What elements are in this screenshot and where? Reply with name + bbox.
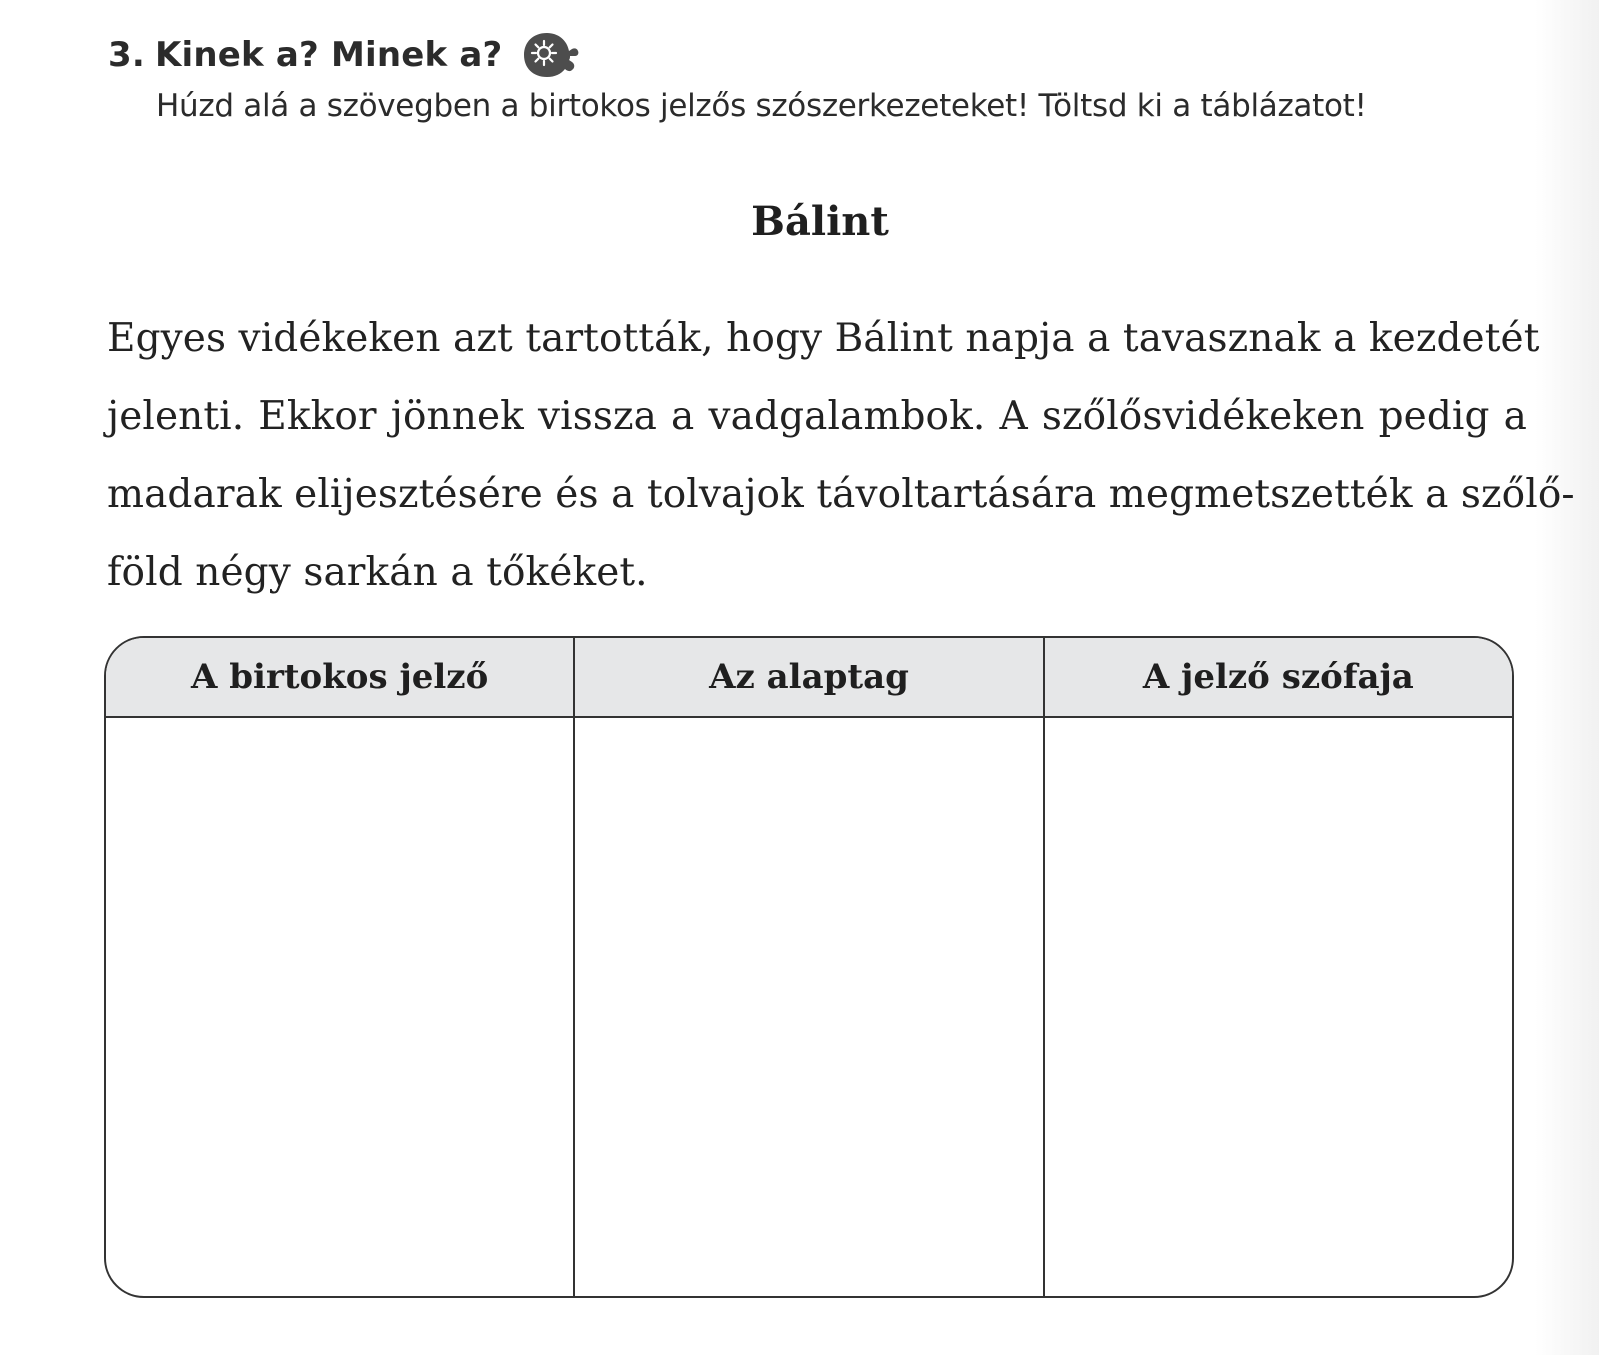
exercise-title: Kinek a? Minek a?: [154, 35, 503, 75]
answer-cell-base-word[interactable]: [575, 718, 1044, 1298]
table-header-row: [106, 638, 1512, 718]
gear-puzzle-icon: [520, 30, 582, 80]
passage-line: Egyes vidékeken azt tartották, hogy Bálint napja a tavasznak a kezdetét: [107, 316, 1540, 361]
table-body-row: [106, 718, 1512, 1298]
header-base-word: Az alaptag: [575, 638, 1044, 716]
answer-table: [104, 636, 1514, 1298]
exercise-header: [108, 28, 1548, 124]
answer-cell-word-class[interactable]: [1045, 718, 1512, 1298]
exercise-title-row: [108, 28, 1548, 82]
exercise-instructions: Húzd alá a szövegben a birtokos jelzős szószerkezeteket! Töltsd ki a táblázatot!: [156, 88, 1367, 124]
answer-cell-possessive-attribute[interactable]: [106, 718, 575, 1298]
passage-line: föld négy sarkán a tőkéket.: [107, 550, 648, 595]
text-title: Bálint: [751, 198, 889, 245]
reading-passage: [107, 300, 1575, 612]
header-possessive-attribute: A birtokos jelző: [106, 638, 575, 716]
exercise-number: 3.: [108, 35, 145, 75]
passage-line: madarak elijesztésére és a tolvajok távoltartására megmetszették a szőlő-: [107, 472, 1575, 517]
passage-line: jelenti. Ekkor jönnek vissza a vadgalambok. A szőlősvidékeken pedig a: [107, 394, 1527, 439]
header-word-class: A jelző szófaja: [1142, 657, 1414, 697]
